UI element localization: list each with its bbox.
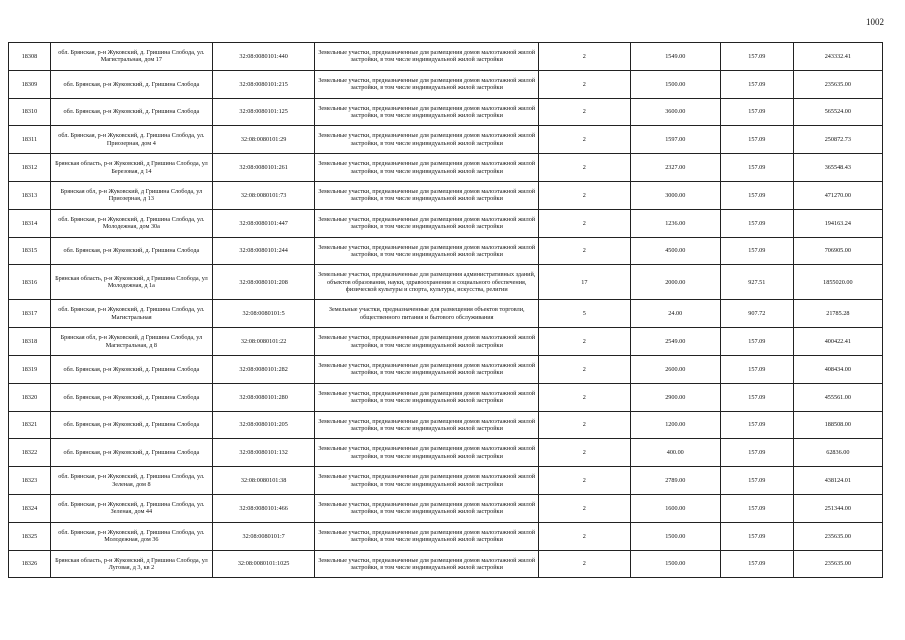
permitted-use-cell — [315, 550, 539, 578]
table-row — [9, 383, 883, 411]
cadastral-number-cell: 32:08:0080101:29 — [212, 126, 314, 154]
rate-cell: 157.09 — [720, 43, 793, 71]
table-row — [9, 411, 883, 439]
cadastral-number-cell: 32:08:0080101:7 — [212, 522, 314, 550]
row-number: 18321 — [9, 411, 51, 439]
rate-cell: 157.09 — [720, 154, 793, 182]
category-cell: 2 — [539, 522, 630, 550]
category-cell: 2 — [539, 494, 630, 522]
permitted-use-cell — [315, 355, 539, 383]
table-row — [9, 237, 883, 265]
cadastral-value-cell: 250872.73 — [793, 126, 882, 154]
address-cell: обл. Брянская, р-н Жуковский, д. Гришина Слобода — [50, 70, 212, 98]
category-cell: 2 — [539, 126, 630, 154]
cadastral-value-cell: 235635.00 — [793, 522, 882, 550]
address-cell: Брянская область, р-н Жуковский, д Гришина Слобода, ул Березовая, д 14 — [50, 154, 212, 182]
address-cell: обл. Брянская, р-н Жуковский, д. Гришина Слобода — [50, 411, 212, 439]
cadastral-value-cell: 188508.00 — [793, 411, 882, 439]
table-row — [9, 70, 883, 98]
permitted-use-text: Земельные участки, предназначенные для размещения домов малоэтажной жилой застройки, в том числе индивидуальной жилой застройки — [318, 188, 536, 203]
permitted-use-cell — [315, 70, 539, 98]
address-cell: обл. Брянская, р-н Жуковский, д. Гришина Слобода, ул. Зеленая, дом 8 — [50, 467, 212, 495]
row-number: 18323 — [9, 467, 51, 495]
address-cell: Брянская область, р-н Жуковский, д Гришина Слобода, ул Луговая, д 3, кв 2 — [50, 550, 212, 578]
address-cell: обл. Брянская, р-н Жуковский, д. Гришина Слобода, ул. Зеленая, дом 44 — [50, 494, 212, 522]
cadastral-value-cell: 408434.00 — [793, 355, 882, 383]
permitted-use-cell — [315, 467, 539, 495]
address-cell: обл. Брянская, р-н Жуковский, д. Гришина Слобода — [50, 355, 212, 383]
permitted-use-text: Земельные участки, предназначенные для размещения домов малоэтажной жилой застройки, в том числе индивидуальной жилой застройки — [318, 243, 536, 258]
cadastral-value-cell: 243332.41 — [793, 43, 882, 71]
permitted-use-cell — [315, 328, 539, 356]
cadastral-value-cell: 455561.00 — [793, 383, 882, 411]
cadastral-number-cell: 32:08:0080101:125 — [212, 98, 314, 126]
cadastral-number-cell: 32:08:0080101:466 — [212, 494, 314, 522]
area-cell: 1236.00 — [630, 209, 720, 237]
row-number: 18315 — [9, 237, 51, 265]
address-cell: обл. Брянская, р-н Жуковский, д. Гришина Слобода, ул. Молодежная, дом 30а — [50, 209, 212, 237]
permitted-use-text: Земельные участки, предназначенные для размещения домов малоэтажной жилой застройки, в том числе индивидуальной жилой застройки — [318, 445, 536, 460]
rate-cell: 157.09 — [720, 209, 793, 237]
area-cell: 1600.00 — [630, 494, 720, 522]
cadastral-number-cell: 32:08:0080101:440 — [212, 43, 314, 71]
cadastral-value-cell: 438124.01 — [793, 467, 882, 495]
row-number: 18313 — [9, 181, 51, 209]
area-cell: 400.00 — [630, 439, 720, 467]
row-number: 18314 — [9, 209, 51, 237]
table-row — [9, 355, 883, 383]
table-row — [9, 181, 883, 209]
area-cell: 2000.00 — [630, 265, 720, 300]
cadastral-number-cell: 32:08:0080101:5 — [212, 300, 314, 328]
category-cell: 17 — [539, 265, 630, 300]
table-row — [9, 494, 883, 522]
cadastral-number-cell: 32:08:0080101:132 — [212, 439, 314, 467]
category-cell: 2 — [539, 355, 630, 383]
area-cell: 4500.00 — [630, 237, 720, 265]
address-cell: обл. Брянская, р-н Жуковский, д. Гришина Слобода, ул. Магистральная — [50, 300, 212, 328]
permitted-use-cell — [315, 411, 539, 439]
category-cell: 2 — [539, 467, 630, 495]
table-row — [9, 467, 883, 495]
table-row — [9, 439, 883, 467]
rate-cell: 157.09 — [720, 494, 793, 522]
row-number: 18308 — [9, 43, 51, 71]
rate-cell: 157.09 — [720, 411, 793, 439]
permitted-use-cell — [315, 181, 539, 209]
rate-cell: 907.72 — [720, 300, 793, 328]
category-cell: 2 — [539, 181, 630, 209]
area-cell: 2789.00 — [630, 467, 720, 495]
area-cell: 1500.00 — [630, 522, 720, 550]
permitted-use-cell — [315, 209, 539, 237]
rate-cell: 157.09 — [720, 550, 793, 578]
rate-cell: 157.09 — [720, 126, 793, 154]
permitted-use-cell — [315, 300, 539, 328]
permitted-use-text: Земельные участки, предназначенные для размещения домов малоэтажной жилой застройки, в том числе индивидуальной жилой застройки — [318, 49, 536, 64]
table-row — [9, 43, 883, 71]
row-number: 18326 — [9, 550, 51, 578]
category-cell: 2 — [539, 154, 630, 182]
row-number: 18320 — [9, 383, 51, 411]
row-number: 18317 — [9, 300, 51, 328]
cadastral-value-cell: 365548.43 — [793, 154, 882, 182]
permitted-use-cell — [315, 154, 539, 182]
rate-cell: 157.09 — [720, 98, 793, 126]
permitted-use-cell — [315, 265, 539, 300]
row-number: 18318 — [9, 328, 51, 356]
cadastral-value-cell: 21785.28 — [793, 300, 882, 328]
category-cell: 2 — [539, 550, 630, 578]
table-row — [9, 98, 883, 126]
row-number: 18312 — [9, 154, 51, 182]
permitted-use-text: Земельные участки, предназначенные для размещения домов малоэтажной жилой застройки, в том числе индивидуальной жилой застройки — [318, 501, 536, 516]
permitted-use-text: Земельные участки, предназначенные для размещения домов малоэтажной жилой застройки, в том числе индивидуальной жилой застройки — [318, 160, 536, 175]
table-row — [9, 265, 883, 300]
permitted-use-text: Земельные участки, предназначенные для размещения домов малоэтажной жилой застройки, в том числе индивидуальной жилой застройки — [318, 473, 536, 488]
category-cell: 2 — [539, 328, 630, 356]
table-row — [9, 300, 883, 328]
cadastral-value-cell: 194163.24 — [793, 209, 882, 237]
rate-cell: 157.09 — [720, 237, 793, 265]
permitted-use-text: Земельные участки, предназначенные для размещения домов малоэтажной жилой застройки, в том числе индивидуальной жилой застройки — [318, 76, 536, 92]
row-number: 18310 — [9, 98, 51, 126]
rate-cell: 927.51 — [720, 265, 793, 300]
table-row — [9, 522, 883, 550]
permitted-use-cell — [315, 494, 539, 522]
permitted-use-cell — [315, 126, 539, 154]
table-row — [9, 209, 883, 237]
category-cell: 2 — [539, 43, 630, 71]
cadastral-value-cell: 235635.00 — [793, 70, 882, 98]
cadastral-value-table — [8, 42, 883, 578]
row-number: 18325 — [9, 522, 51, 550]
rate-cell: 157.09 — [720, 328, 793, 356]
permitted-use-text: Земельные участки, предназначенные для размещения домов малоэтажной жилой застройки, в том числе индивидуальной жилой застройки — [318, 334, 536, 349]
rate-cell: 157.09 — [720, 70, 793, 98]
address-cell: обл. Брянская, р-н Жуковский, д. Гришина Слобода — [50, 383, 212, 411]
rate-cell: 157.09 — [720, 467, 793, 495]
cadastral-value-cell: 235635.00 — [793, 550, 882, 578]
cadastral-number-cell: 32:08:0080101:244 — [212, 237, 314, 265]
cadastral-number-cell: 32:08:0080101:280 — [212, 383, 314, 411]
table-row — [9, 328, 883, 356]
permitted-use-text: Земельные участки, предназначенные для размещения домов малоэтажной жилой застройки, в том числе индивидуальной жилой застройки — [318, 417, 536, 432]
area-cell: 1200.00 — [630, 411, 720, 439]
area-cell: 1597.00 — [630, 126, 720, 154]
permitted-use-cell — [315, 383, 539, 411]
area-cell: 2327.00 — [630, 154, 720, 182]
address-cell: обл. Брянская, р-н Жуковский, д. Гришина Слобода, ул. Молодежная, дом 36 — [50, 522, 212, 550]
address-cell: обл. Брянская, р-н Жуковский, д. Гришина Слобода, ул. Приозерная, дом 4 — [50, 126, 212, 154]
table-row — [9, 154, 883, 182]
rate-cell: 157.09 — [720, 355, 793, 383]
category-cell: 2 — [539, 209, 630, 237]
permitted-use-text: Земельные участки, предназначенные для размещения домов малоэтажной жилой застройки, в том числе индивидуальной жилой застройки — [318, 132, 536, 147]
permitted-use-cell — [315, 43, 539, 71]
rate-cell: 157.09 — [720, 522, 793, 550]
cadastral-number-cell: 32:08:0080101:208 — [212, 265, 314, 300]
cadastral-value-cell: 471270.00 — [793, 181, 882, 209]
area-cell: 2900.00 — [630, 383, 720, 411]
address-cell: обл. Брянская, р-н Жуковский, д. Гришина Слобода — [50, 439, 212, 467]
permitted-use-cell — [315, 522, 539, 550]
cadastral-value-cell: 565524.00 — [793, 98, 882, 126]
cadastral-number-cell: 32:08:0080101:1025 — [212, 550, 314, 578]
address-cell: Брянская обл, р-н Жуковский, д Гришина Слобода, ул Магистральная, д 8 — [50, 328, 212, 356]
address-cell: Брянская область, р-н Жуковский, д Гришина Слобода, ул Молодежная, д 1а — [50, 265, 212, 300]
permitted-use-text: Земельные участки, предназначенные для размещения административных зданий, объектов образования, науки, здравоохранения и социального обеспечения, физической культуры и спорта, культуры, искусства, религии — [318, 271, 536, 294]
permitted-use-text: Земельные участки, предназначенные для размещения объектов торговли, общественного питания и бытового обслуживания — [328, 306, 525, 321]
permitted-use-text: Земельные участки, предназначенные для размещения домов малоэтажной жилой застройки, в том числе индивидуальной жилой застройки — [318, 215, 536, 231]
address-cell: Брянская обл, р-н Жуковский, д Гришина Слобода, ул Приозерная, д 13 — [50, 181, 212, 209]
category-cell: 5 — [539, 300, 630, 328]
cadastral-number-cell: 32:08:0080101:22 — [212, 328, 314, 356]
rate-cell: 157.09 — [720, 181, 793, 209]
cadastral-number-cell: 32:08:0080101:73 — [212, 181, 314, 209]
row-number: 18316 — [9, 265, 51, 300]
area-cell: 1500.00 — [630, 550, 720, 578]
cadastral-value-cell: 1855020.00 — [793, 265, 882, 300]
area-cell: 2549.00 — [630, 328, 720, 356]
cadastral-number-cell: 32:08:0080101:447 — [212, 209, 314, 237]
permitted-use-cell — [315, 237, 539, 265]
area-cell: 2600.00 — [630, 355, 720, 383]
permitted-use-text: Земельные участки, предназначенные для размещения домов малоэтажной жилой застройки, в том числе индивидуальной жилой застройки — [318, 556, 536, 571]
permitted-use-cell — [315, 439, 539, 467]
area-cell: 3600.00 — [630, 98, 720, 126]
cadastral-value-cell: 400422.41 — [793, 328, 882, 356]
table-row — [9, 550, 883, 578]
row-number: 18309 — [9, 70, 51, 98]
address-cell: обл. Брянская, р-н Жуковский, д. Гришина Слобода — [50, 98, 212, 126]
area-cell: 3000.00 — [630, 181, 720, 209]
row-number: 18311 — [9, 126, 51, 154]
row-number: 18319 — [9, 355, 51, 383]
row-number: 18324 — [9, 494, 51, 522]
area-cell: 1549.00 — [630, 43, 720, 71]
table-row — [9, 126, 883, 154]
permitted-use-cell — [315, 98, 539, 126]
permitted-use-text: Земельные участки, предназначенные для размещения домов малоэтажной жилой застройки, в том числе индивидуальной жилой застройки — [318, 528, 536, 544]
category-cell: 2 — [539, 70, 630, 98]
permitted-use-text: Земельные участки, предназначенные для размещения домов малоэтажной жилой застройки, в том числе индивидуальной жилой застройки — [318, 362, 536, 377]
area-cell: 24.00 — [630, 300, 720, 328]
cadastral-number-cell: 32:08:0080101:282 — [212, 355, 314, 383]
cadastral-number-cell: 32:08:0080101:38 — [212, 467, 314, 495]
cadastral-value-cell: 706905.00 — [793, 237, 882, 265]
row-number: 18322 — [9, 439, 51, 467]
category-cell: 2 — [539, 383, 630, 411]
page-number: 1002 — [866, 17, 884, 27]
cadastral-value-cell: 62836.00 — [793, 439, 882, 467]
cadastral-number-cell: 32:08:0080101:215 — [212, 70, 314, 98]
rate-cell: 157.09 — [720, 439, 793, 467]
category-cell: 2 — [539, 98, 630, 126]
category-cell: 2 — [539, 237, 630, 265]
address-cell: обл. Брянская, р-н Жуковский, д. Гришина Слобода, ул. Магистральная, дом 17 — [50, 43, 212, 71]
category-cell: 2 — [539, 439, 630, 467]
permitted-use-text: Земельные участки, предназначенные для размещения домов малоэтажной жилой застройки, в том числе индивидуальной жилой застройки — [318, 104, 536, 119]
cadastral-value-cell: 251344.00 — [793, 494, 882, 522]
category-cell: 2 — [539, 411, 630, 439]
cadastral-number-cell: 32:08:0080101:205 — [212, 411, 314, 439]
area-cell: 1500.00 — [630, 70, 720, 98]
address-cell: обл. Брянская, р-н Жуковский, д. Гришина Слобода — [50, 237, 212, 265]
table-body — [9, 43, 883, 578]
permitted-use-text: Земельные участки, предназначенные для размещения домов малоэтажной жилой застройки, в том числе индивидуальной жилой застройки — [318, 389, 536, 405]
rate-cell: 157.09 — [720, 383, 793, 411]
cadastral-number-cell: 32:08:0080101:261 — [212, 154, 314, 182]
